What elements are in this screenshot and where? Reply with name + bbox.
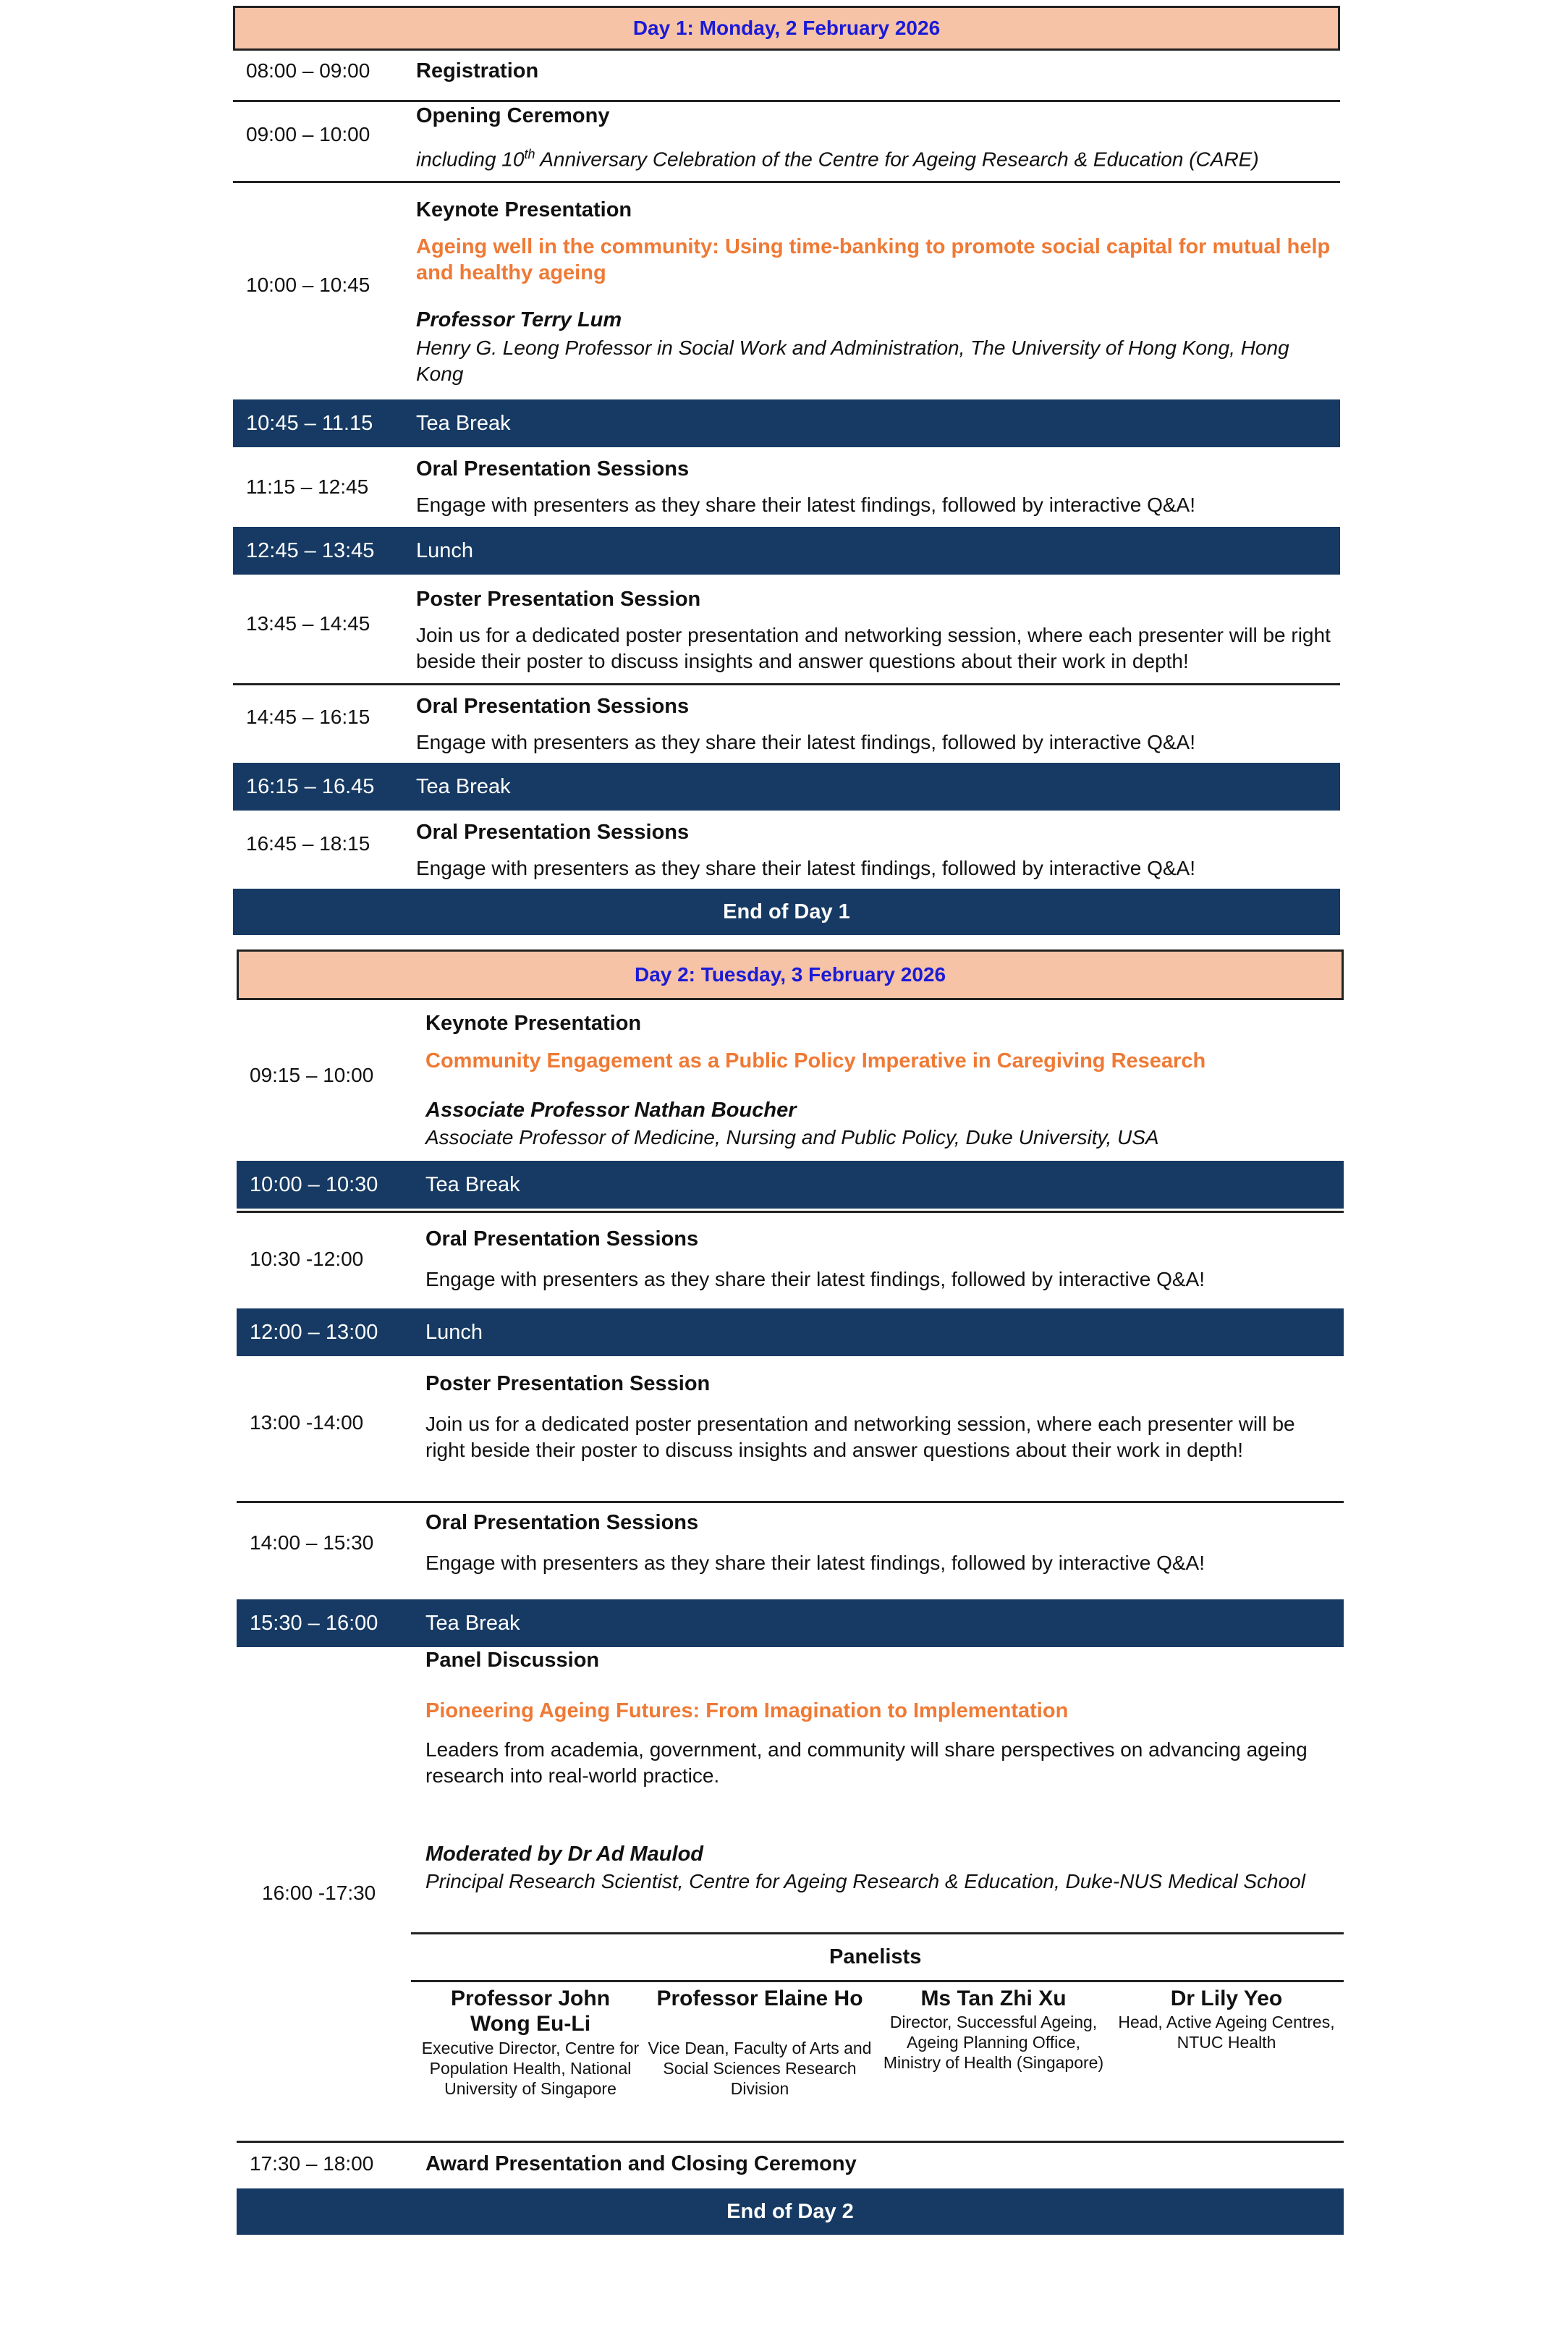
lunch-label: Lunch — [416, 539, 474, 562]
divider — [233, 683, 1340, 685]
day1-header — [233, 6, 1340, 51]
d2-tea-break-1-bar — [237, 1161, 1344, 1209]
opening-title: Opening Ceremony — [416, 104, 610, 127]
tea-break-1-label: Tea Break — [416, 412, 511, 435]
end-of-day1-bar — [233, 889, 1340, 935]
d2-tea-break-2-time: 15:30 – 16:00 — [250, 1612, 378, 1635]
poster-description: Join us for a dedicated poster presentation and networking session, where each presenter will be right beside their poster to discuss insights and answer questions about their work in depth! — [416, 624, 1331, 672]
award-time: 17:30 – 18:00 — [250, 2152, 374, 2175]
end-of-day2-bar — [237, 2188, 1344, 2235]
divider — [237, 1211, 1344, 1213]
keynote1-label: Keynote Presentation — [416, 198, 632, 221]
tea-break-2-bar — [233, 763, 1340, 811]
panelist-1-role: Executive Director, Centre for Population Health, National University of Singapore — [421, 2039, 640, 2098]
oral3-time: 16:45 – 18:15 — [246, 832, 370, 855]
tea-break-1-time: 10:45 – 11.15 — [246, 412, 373, 435]
panel-moderator-affiliation: Principal Research Scientist, Centre for Ageing Research & Education, Duke-NUS Medical School — [425, 1870, 1305, 1892]
keynote2-speaker: Associate Professor Nathan Boucher — [425, 1099, 797, 1122]
d2-lunch-time: 12:00 – 13:00 — [250, 1321, 378, 1344]
keynote1-speaker: Professor Terry Lum — [416, 308, 622, 331]
oral1-description: Engage with presenters as they share their latest findings, followed by interactive Q&A! — [416, 494, 1196, 516]
keynote1-affiliation: Henry G. Leong Professor in Social Work and Administration, The University of Hong Kong, Hong Kong — [416, 337, 1289, 385]
keynote1-time: 10:00 – 10:45 — [246, 274, 370, 296]
tea-break-1-bar — [233, 399, 1340, 447]
end-of-day1-text: End of Day 1 — [723, 900, 850, 923]
d2-tea-break-2-bar — [237, 1599, 1344, 1647]
day2-header-text: Day 2: Tuesday, 3 February 2026 — [634, 963, 946, 986]
oral3-title: Oral Presentation Sessions — [416, 821, 690, 844]
opening-description — [416, 141, 1335, 172]
panel-time: 16:00 -17:30 — [262, 1882, 376, 1904]
panelist-3-name: Ms Tan Zhi Xu — [920, 1987, 1067, 2010]
panelist-3-role: Director, Successful Ageing, Ageing Planning Office, Ministry of Health (Singapore) — [883, 2013, 1104, 2072]
poster-time: 13:45 – 14:45 — [246, 612, 370, 635]
keynote2-affiliation: Associate Professor of Medicine, Nursing and Public Policy, Duke University, USA — [425, 1126, 1159, 1148]
divider — [411, 1932, 1344, 1934]
panel-moderator: Moderated by Dr Ad Maulod — [425, 1843, 703, 1866]
oral2-title: Oral Presentation Sessions — [416, 695, 690, 718]
oral3-description: Engage with presenters as they share their latest findings, followed by interactive Q&A! — [416, 857, 1196, 879]
opening-desc-sup: th — [524, 147, 535, 161]
divider — [237, 1501, 1344, 1503]
d2-oral1-title: Oral Presentation Sessions — [425, 1227, 699, 1251]
panelist-2-role: Vice Dean, Faculty of Arts and Social Sciences Research Division — [648, 2039, 872, 2098]
oral2-description: Engage with presenters as they share their latest findings, followed by interactive Q&A! — [416, 731, 1196, 753]
panelist-4-role: Head, Active Ageing Centres, NTUC Health — [1118, 2013, 1335, 2052]
d2-oral2-title: Oral Presentation Sessions — [425, 1511, 699, 1534]
opening-desc-part-b: Anniversary Celebration of the Centre for Ageing Research & Education (CARE) — [535, 148, 1259, 171]
panel-title: Pioneering Ageing Futures: From Imagination to Implementation — [425, 1699, 1069, 1722]
divider — [411, 1980, 1344, 1982]
poster-title: Poster Presentation Session — [416, 588, 701, 611]
opening-time: 09:00 – 10:00 — [246, 123, 370, 145]
divider — [233, 181, 1340, 183]
registration-time: 08:00 – 09:00 — [246, 59, 370, 82]
d2-tea-break-2-label: Tea Break — [425, 1612, 520, 1635]
panelists-label: Panelists — [829, 1945, 922, 1968]
end-of-day2-text: End of Day 2 — [726, 2200, 854, 2223]
d2-oral2-time: 14:00 – 15:30 — [250, 1531, 374, 1554]
opening-desc-part-a: including 10 — [416, 148, 525, 171]
panel-description: Leaders from academia, government, and community will share perspectives on advancing ageing research into real-world practice. — [425, 1738, 1308, 1787]
oral2-time: 14:45 – 16:15 — [246, 706, 370, 728]
lunch-time: 12:45 – 13:45 — [246, 539, 375, 562]
d2-tea-break-1-label: Tea Break — [425, 1173, 520, 1196]
d2-poster-time: 13:00 -14:00 — [250, 1411, 364, 1434]
d2-oral1-description: Engage with presenters as they share their latest findings, followed by interactive Q&A! — [425, 1268, 1205, 1290]
d2-oral1-time: 10:30 -12:00 — [250, 1248, 364, 1270]
keynote2-label: Keynote Presentation — [425, 1012, 642, 1035]
d2-poster-title: Poster Presentation Session — [425, 1372, 711, 1395]
award-title: Award Presentation and Closing Ceremony — [425, 2152, 857, 2175]
day1-header-text: Day 1: Monday, 2 February 2026 — [632, 17, 941, 39]
tea-break-2-time: 16:15 – 16.45 — [246, 775, 375, 798]
d2-tea-break-1-time: 10:00 – 10:30 — [250, 1173, 378, 1196]
lunch-bar — [233, 527, 1340, 575]
d2-poster-description: Join us for a dedicated poster presentation and networking session, where each presenter will be right beside their poster to discuss insights and answer questions about their work in depth! — [425, 1413, 1295, 1461]
panel-label: Panel Discussion — [425, 1649, 600, 1672]
divider — [233, 100, 1340, 102]
panelist-2-name: Professor Elaine Ho — [656, 1987, 863, 2010]
oral1-title: Oral Presentation Sessions — [416, 457, 690, 481]
keynote2-title: Community Engagement as a Public Policy Imperative in Caregiving Research — [425, 1049, 1206, 1073]
keynote1-title: Ageing well in the community: Using time-banking to promote social capital for mutual help and healthy ageing — [416, 235, 1331, 284]
d2-lunch-label: Lunch — [425, 1321, 483, 1344]
oral1-time: 11:15 – 12:45 — [246, 475, 369, 498]
divider — [237, 2141, 1344, 2143]
day2-header — [237, 949, 1344, 1000]
d2-lunch-bar — [237, 1308, 1344, 1356]
registration-title: Registration — [416, 59, 539, 83]
panelist-4-name: Dr Lily Yeo — [1170, 1987, 1283, 2010]
keynote2-time: 09:15 – 10:00 — [250, 1064, 374, 1086]
tea-break-2-label: Tea Break — [416, 775, 511, 798]
panelist-1-name: Professor John Wong Eu-Li — [450, 1987, 611, 2036]
d2-oral2-description: Engage with presenters as they share their latest findings, followed by interactive Q&A! — [425, 1552, 1205, 1574]
